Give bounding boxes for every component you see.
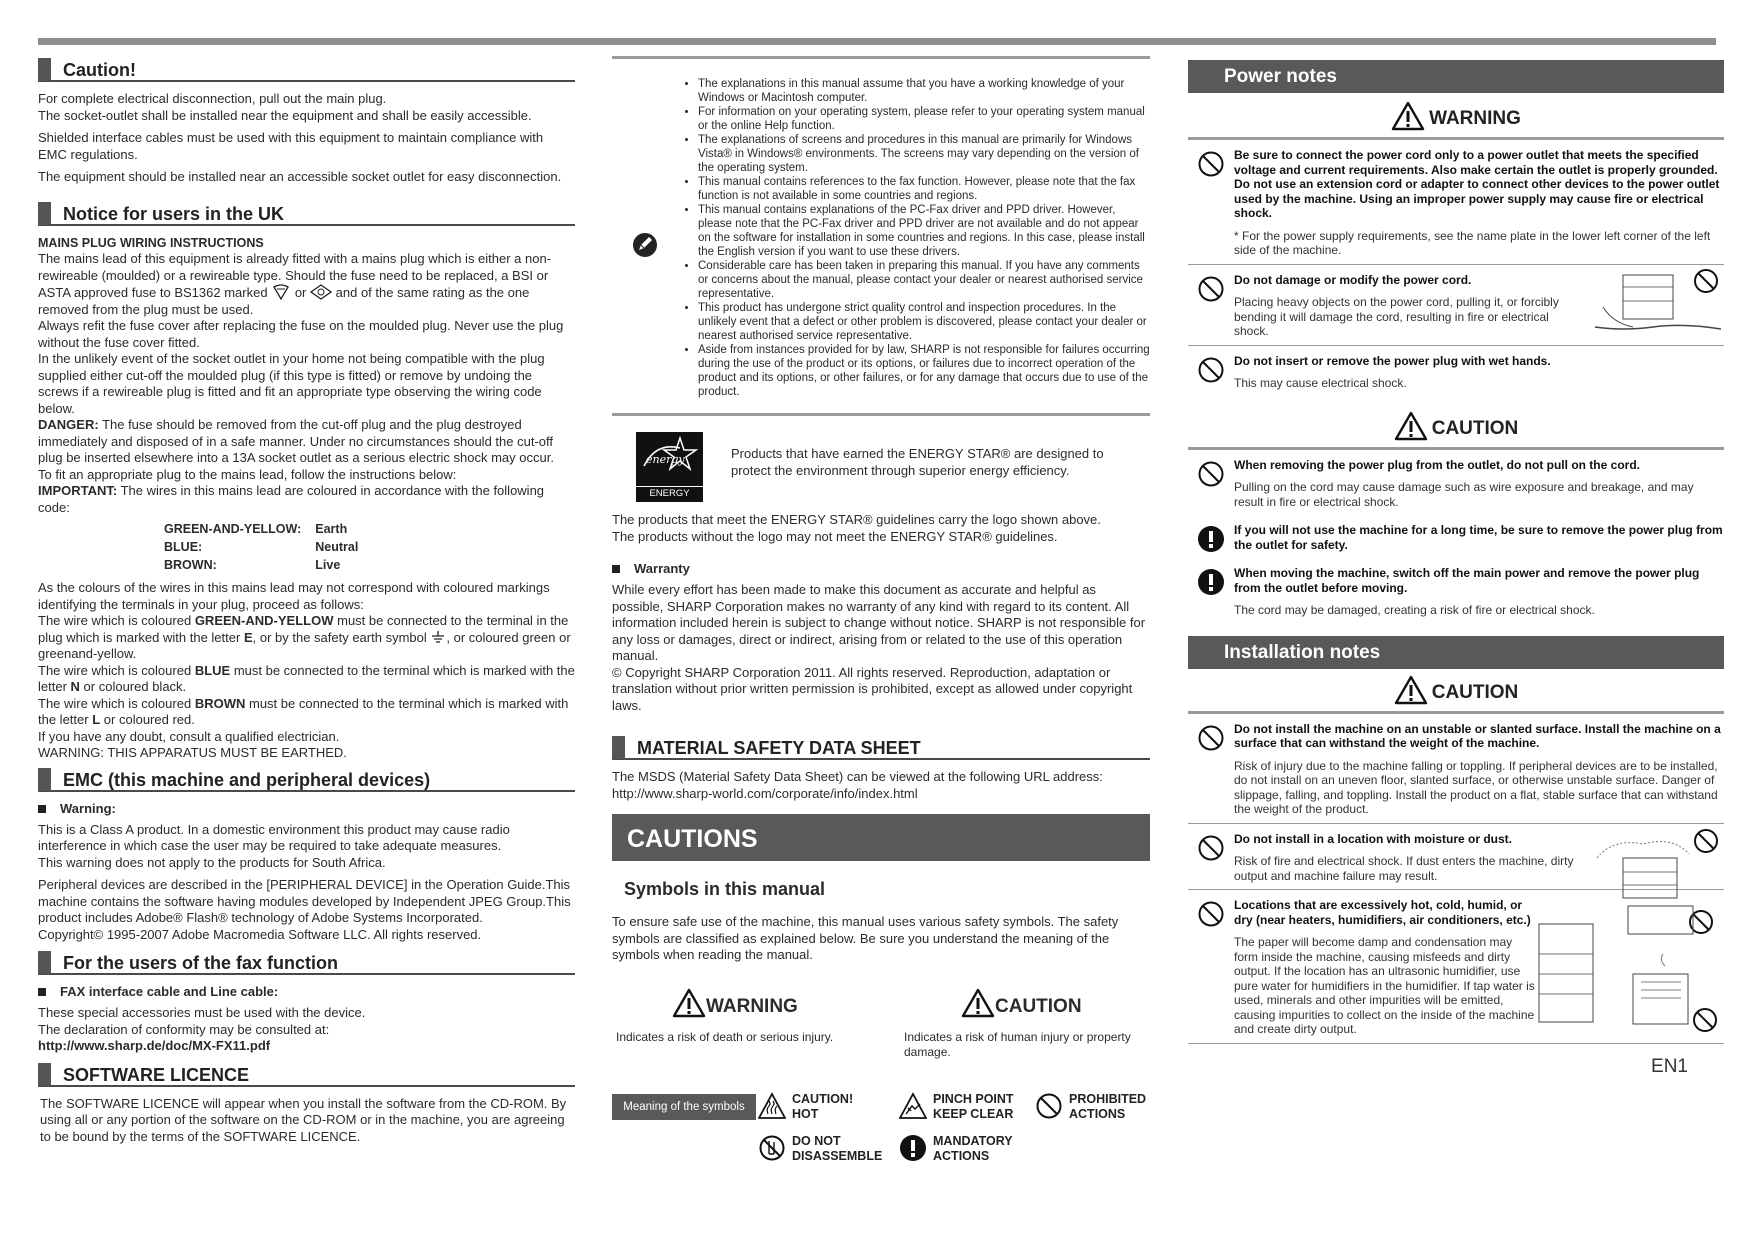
licence-p1: The SOFTWARE LICENCE will appear when you install the software from the CD-ROM. By using all or any portion of the software on the CD-ROM or in the machine, you are agreeing to be bound by the terms of the SOFTWARE LICENCE. [40,1095,567,1144]
energy-p2: The products without the logo may not meet the ENERGY STAR® guidelines. [612,528,1058,544]
list-item: • For information on your operating system, please refer to your operating system manual or the online Help function. [698,105,1150,133]
pinch-point-icon [899,1092,927,1120]
list-item: • The explanations in this manual assume that you have a working knowledge of your Windows or Macintosh computer. [698,77,1150,105]
uk-heading: Notice for users in the UK [38,200,575,226]
wire-row: BLUE: Neutral [164,540,359,554]
bsi-kitemark-icon [271,284,291,300]
symbol-prohibited: PROHIBITED ACTIONS [1069,1092,1154,1122]
warning-triangle-icon [1391,101,1425,131]
symbol-pinch: PINCH POINT KEEP CLEAR [933,1092,1028,1122]
uk-green-yellow: The wire which is coloured GREEN-AND-YELLOW must be connected to the terminal in the plug which is marked with the letter E, or by the safety earth symbol , or coloured green or greenand-yellow. [38,613,571,661]
uk-p2: Always refit the fuse cover after replacing the fuse on the moulded plug. Never use the plug without the fuse cover fitted. [38,318,564,350]
install-caution-2: Do not install in a location with moisture or dust. Risk of fire and electrical shock. If dust enters the machine, dirty output and machine failure may result. [1188,824,1724,890]
emc-p4: Copyright© 1995-2007 Adobe Macromedia Software LLC. All rights reserved. [38,926,482,942]
page-number: EN1 [1651,1055,1688,1077]
caution-triangle-icon [1394,675,1428,705]
msds-p1: The MSDS (Material Safety Data Sheet) can be viewed at the following URL address: [612,769,1103,784]
uk-important: IMPORTANT: The wires in this mains lead are coloured in accordance with the following code: [38,483,545,515]
fax-p1: These special accessories must be used with the device. [38,1005,366,1020]
power-caution-2: If you will not use the machine for a long time, be sure to remove the power plug from the outlet for safety. [1188,515,1724,558]
licence-heading: SOFTWARE LICENCE [38,1061,575,1087]
caution-p1: For complete electrical disconnection, pull out the main plug. [38,91,387,106]
emc-warning-sub: Warning: [38,801,575,816]
list-item: • This product has undergone strict quality control and inspection procedures. In the unlikely event that a defect or other problem is discovered, please contact your dealer or nearest authorised service representative. [698,301,1150,343]
uk-danger: DANGER: The fuse should be removed from the cut-off plug and the plug destroyed immediately and disposed of in a safe manner. Under no circumstances should the cut-off plug be inserted elsewhere into a 13A socket outlet as a serious electric shock may occur. [38,417,554,465]
warning-triangle-icon [672,988,706,1018]
column-right [1188,56,1724,1078]
memo-note-icon [632,232,658,258]
mandatory-action-icon [1197,525,1225,553]
hot-surface-icon [758,1092,786,1120]
wire-row: BROWN: Live [164,558,341,572]
legend-caution-desc: Indicates a risk of human injury or property damage. [904,1029,1131,1059]
wire-code-table [162,520,372,576]
do-not-disassemble-icon [758,1134,786,1162]
caution-p3: Shielded interface cables must be used with this equipment to maintain compliance with EMC regulations. [38,130,544,162]
list-item: • This manual contains references to the fax function. However, please note that the fax function is not available in some countries and regions. [698,175,1150,203]
warranty-heading: Warranty [612,561,1150,576]
earth-symbol-icon [430,631,446,643]
prohibited-icon [1197,460,1225,488]
uk-p7: WARNING: THIS APPARATUS MUST BE EARTHED. [38,745,347,760]
symbol-disassemble: DO NOT DISASSEMBLE [792,1134,887,1164]
uk-blue: The wire which is coloured BLUE must be connected to the terminal which is marked with the letter N or coloured black. [38,662,575,694]
prohibited-icon [1197,356,1225,384]
caution-triangle-icon [961,988,995,1018]
emc-p2: This warning does not apply to the products for South Africa. [38,854,386,870]
power-notes-title: Power notes [1188,60,1724,93]
symbols-intro: To ensure safe use of the machine, this manual uses various safety symbols. The safety symbols are classified as explained below. Be sure you understand the meaning of the symbols when reading the manual. [612,914,1119,962]
prohibited-icon [1197,275,1225,303]
msds-url[interactable]: http://www.sharp-world.com/corporate/info/index.html [612,785,918,801]
column-left [38,56,575,1145]
legend-warning-desc: Indicates a risk of death or serious injury. [616,1029,834,1044]
legend-warning: WARNING [672,988,798,1018]
prohibited-icon [1197,150,1225,178]
power-warning-2: Do not damage or modify the power cord. Placing heavy objects on the power cord, pulling it, or forcibly bending it will damage the cord, resulting in fire or electrical shock. [1188,265,1724,345]
energy-p1: The products that meet the ENERGY STAR® guidelines carry the logo shown above. [612,512,1101,527]
prohibited-icon [1197,900,1225,928]
uk-brown: The wire which is coloured BROWN must be connected to the terminal which is marked with the letter L or coloured red. [38,695,569,727]
msds-heading: MATERIAL SAFETY DATA SHEET [612,734,1150,760]
symbol-mandatory: MANDATORY ACTIONS [933,1134,1028,1164]
uk-p5: As the colours of the wires in this mains lead may not correspond with coloured markings identifying the terminals in your plug, proceed as follows: [38,580,550,612]
warning-caution-legend [612,964,1150,1084]
install-caution-3: Locations that are excessively hot, cold, humid, or dry (near heaters, humidifiers, air conditioners, etc.) The paper will become damp and condensation may form inside the machine, causing misfeeds and dirty output. If the location has an ultrasonic humidifier, use pure water for humidifiers in the humidifier. If tap water is used, minerals and other impurities will be emitted, causing impurities to collect on the inside of the machine and create dirty output. [1188,890,1724,1043]
prohibited-icon [1035,1092,1063,1120]
uk-subtitle: MAINS PLUG WIRING INSTRUCTIONS [38,235,264,250]
energy-star-text: Products that have earned the ENERGY STAR® are designed to protect the environment through superior energy efficiency. [731,446,1104,478]
prohibited-icon [1197,834,1225,862]
symbol-hot: CAUTION! HOT [792,1092,882,1122]
emc-p1: This is a Class A product. In a domestic environment this product may cause radio interference in which case the user may be required to take adequate measures. [38,821,510,853]
list-item: • Aside from instances provided for by law, SHARP is not responsible for failures occurring during the use of the product or its options, or failures due to incorrect operation of the product and its options, or other failures, or for any damage that occurs due to use of the product. [698,343,1150,399]
caution-p4: The equipment should be installed near an accessible socket outlet for easy disconnection. [38,169,562,184]
install-caution-heading: CAUTION [1188,669,1724,714]
uk-p1: The mains lead of this equipment is already fitted with a mains plug which is either a non-rewireable (moulded) or a rewireable type. Should the fuse need to be replaced, a BSI or ASTA approved fuse to BS1362 marked or and of the same rating as the one removed from the plug must be used. [38,251,552,317]
top-rule [38,38,1716,45]
fax-p2: The declaration of conformity may be consulted at: [38,1021,330,1037]
mandatory-action-icon [1197,568,1225,596]
asta-mark-icon [310,284,332,300]
meaning-label: Meaning of the symbols [612,1094,756,1120]
cautions-banner: CAUTIONS [612,814,1150,861]
warranty-p1: While every effort has been made to make this document as accurate and helpful as possible, SHARP Corporation makes no warranty of any kind with regard to its content. All information included herein is subject to change without notice. SHARP is not responsible for any loss or damages, direct or indirect, arising from or related to the use of this operation manual. [612,582,1146,663]
energy-star-logo: energy ENERGY STAR [636,432,703,502]
wire-row: GREEN-AND-YELLOW: Earth [164,522,348,536]
list-item: • This manual contains explanations of the PC-Fax driver and PPD driver. However, please note that the PC-Fax driver and PPD driver are not available and do not appear on the software for installation in some countries and regions. In this case, please install the English version if you want to use these drivers. [698,203,1150,259]
power-caution-3: When moving the machine, switch off the main power and remove the power plug from the outlet before moving. The cord may be damaged, creating a risk of fire or electrical shock. [1188,558,1724,624]
energy-star-block [612,416,1150,512]
symbols-meaning [612,1084,1150,1169]
damaged-cord-illustration [1593,267,1723,339]
svg-text:energy: energy [646,453,685,466]
installation-notes-title: Installation notes [1188,636,1724,669]
caution-heading: CAUTION [1188,403,1724,450]
manual-notes-list [612,77,1150,399]
fax-heading: For the users of the fax function [38,949,575,975]
warning-heading: WARNING [1188,93,1724,140]
uk-p4: To fit an appropriate plug to the mains lead, follow the instructions below: [38,466,457,482]
emc-heading: EMC (this machine and peripheral devices) [38,766,575,792]
warranty-p2: © Copyright SHARP Corporation 2011. All rights reserved. Reproduction, adaptation or translation without prior written permission is prohibited, except as allowed under copyright laws. [612,664,1133,713]
power-caution-1: When removing the power plug from the outlet, do not pull on the cord. Pulling on the cord may cause damage such as wire exposure and breakage, and may result in fire or electrical shock. [1188,450,1724,516]
list-item: • The explanations of screens and procedures in this manual are primarily for Windows Vista® in Windows® environments. The screens may vary depending on the version of the operating system. [698,133,1150,175]
fax-url[interactable]: http://www.sharp.de/doc/MX-FX11.pdf [38,1038,271,1053]
list-item: • Considerable care has been taken in preparing this manual. If you have any comments or concerns about the manual, please contact your dealer or nearest authorised service representative. [698,259,1150,301]
legend-caution: CAUTION [961,988,1082,1018]
fax-sub: FAX interface cable and Line cable: [38,984,575,999]
heater-humidifier-illustration [1533,894,1723,1042]
install-caution-1: Do not install the machine on an unstable or slanted surface. Install the machine on a surface that can withstand the weight of the machine. Risk of injury due to the machine falling or toppling. If peripheral devices are to be installed, do not install on an uneven floor, slanted surface, or otherwise unstable surface. Danger of slippage, falling, and toppling. Install the product on a flat, stable surface that can withstand the weight of the product. [1188,714,1724,823]
caution-triangle-icon [1394,411,1428,441]
mandatory-action-icon [899,1134,927,1162]
symbols-title: Symbols in this manual [624,879,826,899]
emc-p3: Peripheral devices are described in the [PERIPHERAL DEVICE] in the Operation Guide.This machine contains the software having modules developed by Independent JPEG Group.This product includes Adobe® Flash® technology of Adobe Systems Incorporated. [38,877,571,925]
uk-p3: In the unlikely event of the socket outlet in your home not being compatible with the plug supplied either cut-off the moulded plug (if this type is fitted) or remove by undoing the screws if a rewireable plug is fitted and fit an appropriate type observing the wiring code below. [38,351,545,416]
power-warning-3: Do not insert or remove the power plug with wet hands. This may cause electrical shock. [1188,346,1724,397]
prohibited-icon [1197,724,1225,752]
caution-heading: Caution! [38,56,575,82]
power-warning-1: Be sure to connect the power cord only to a power outlet that meets the specified voltage and current requirements. Also make certain the outlet is properly grounded. Do not use an extension cord or adapter to connect other devices to the power outlet used by the machine. Using an improper power supply may cause fire or electrical shock. * For the power supply requirements, see the name plate in the lower left corner of the left side of the machine. [1188,140,1724,264]
column-middle [612,56,1150,1169]
uk-p6: If you have any doubt, consult a qualified electrician. [38,728,340,744]
caution-p2: The socket-outlet shall be installed near the equipment and shall be easily accessible. [38,107,532,123]
